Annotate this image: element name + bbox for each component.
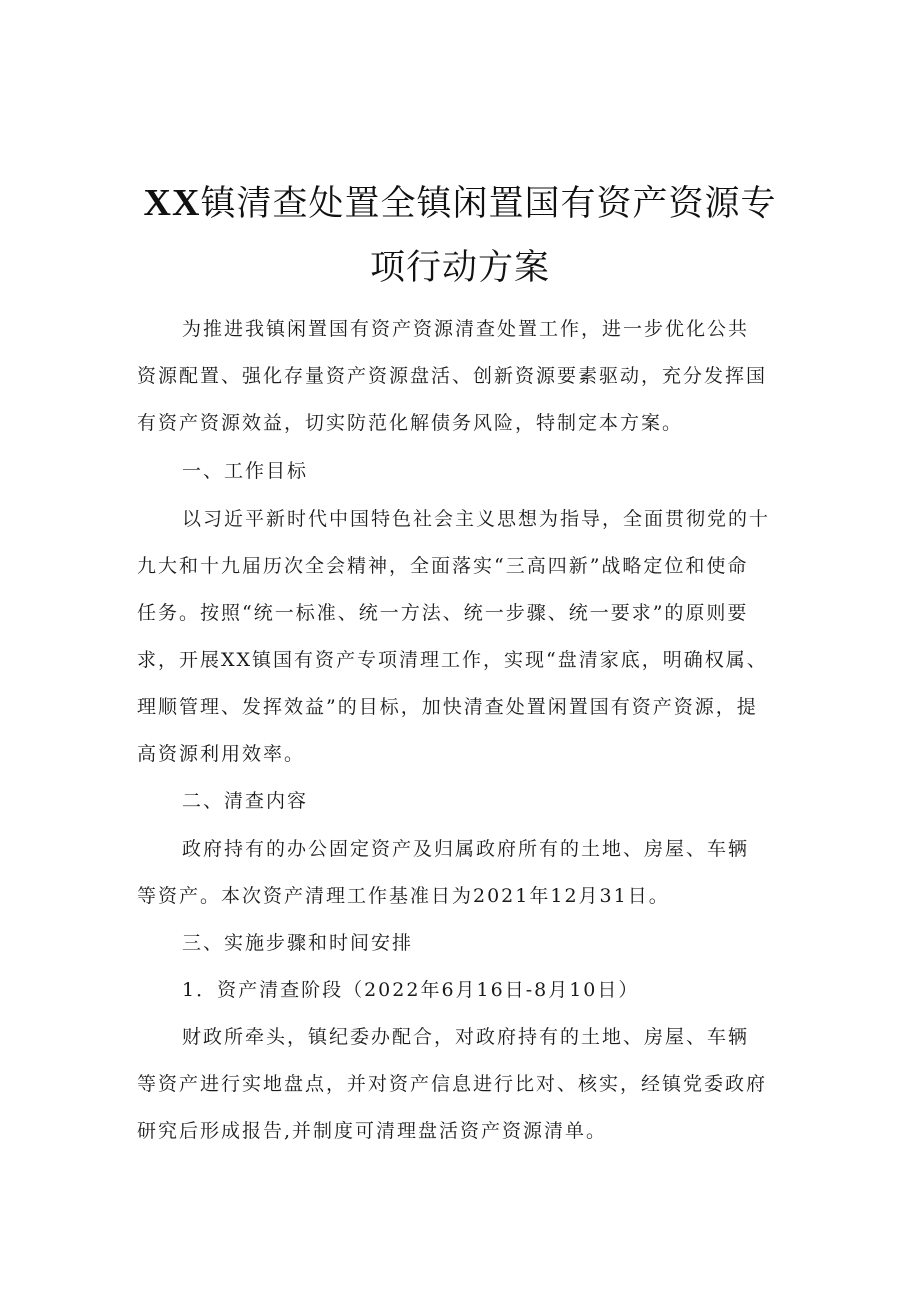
document-title-line-1 (100, 176, 820, 226)
goal-line-2: 九大和十九届历次全会精神，全面落实“三高四新”战略定位和使命 (137, 555, 749, 577)
step-line-3: 研究后形成报告,并制度可清理盘活资产资源清单。 (137, 1120, 608, 1142)
goal-line-4: 求，开展XX镇国有资产专项清理工作，实现“盘清家底，明确权属、 (137, 649, 768, 671)
document-title-line-2: 项行动方案 (369, 248, 550, 288)
section-heading-2: 二、清查内容 (182, 790, 309, 812)
intro-line-3: 有资产资源效益，切实防范化解债务风险，特制定本方案。 (137, 412, 684, 434)
title-rest: 镇清查处置全镇闲置国有资产资源专 (200, 184, 777, 224)
content-line-1: 政府持有的办公固定资产及归属政府所有的土地、房屋、车辆 (182, 838, 750, 860)
goal-line-1: 以习近平新时代中国特色社会主义思想为指导，全面贯彻党的十 (182, 508, 771, 530)
content-line-2: 等资产。本次资产清理工作基准日为2021年12月31日。 (137, 885, 670, 907)
title-prefix: XX (143, 182, 201, 224)
intro-line-1: 为推进我镇闲置国有资产资源清查处置工作，进一步优化公共 (182, 318, 750, 340)
step-line-1: 财政所牵头，镇纪委办配合，对政府持有的土地、房屋、车辆 (182, 1026, 750, 1048)
step-heading-1: 1．资产清查阶段（2022年6月16日-8月10日） (182, 979, 640, 1001)
goal-line-5: 理顺管理、发挥效益”的目标，加快清查处置闲置国有资产资源，提 (137, 696, 758, 718)
section-heading-1: 一、工作目标 (182, 460, 309, 482)
goal-line-3: 任务。按照“统一标准、统一方法、统一步骤、统一要求”的原则要 (137, 602, 749, 624)
goal-line-6: 高资源利用效率。 (137, 743, 306, 765)
section-heading-3: 三、实施步骤和时间安排 (182, 932, 414, 954)
intro-line-2: 资源配置、强化存量资产资源盘活、创新资源要素驱动，充分发挥国 (137, 365, 768, 387)
step-line-2: 等资产进行实地盘点，并对资产信息进行比对、核实，经镇党委政府 (137, 1073, 768, 1095)
